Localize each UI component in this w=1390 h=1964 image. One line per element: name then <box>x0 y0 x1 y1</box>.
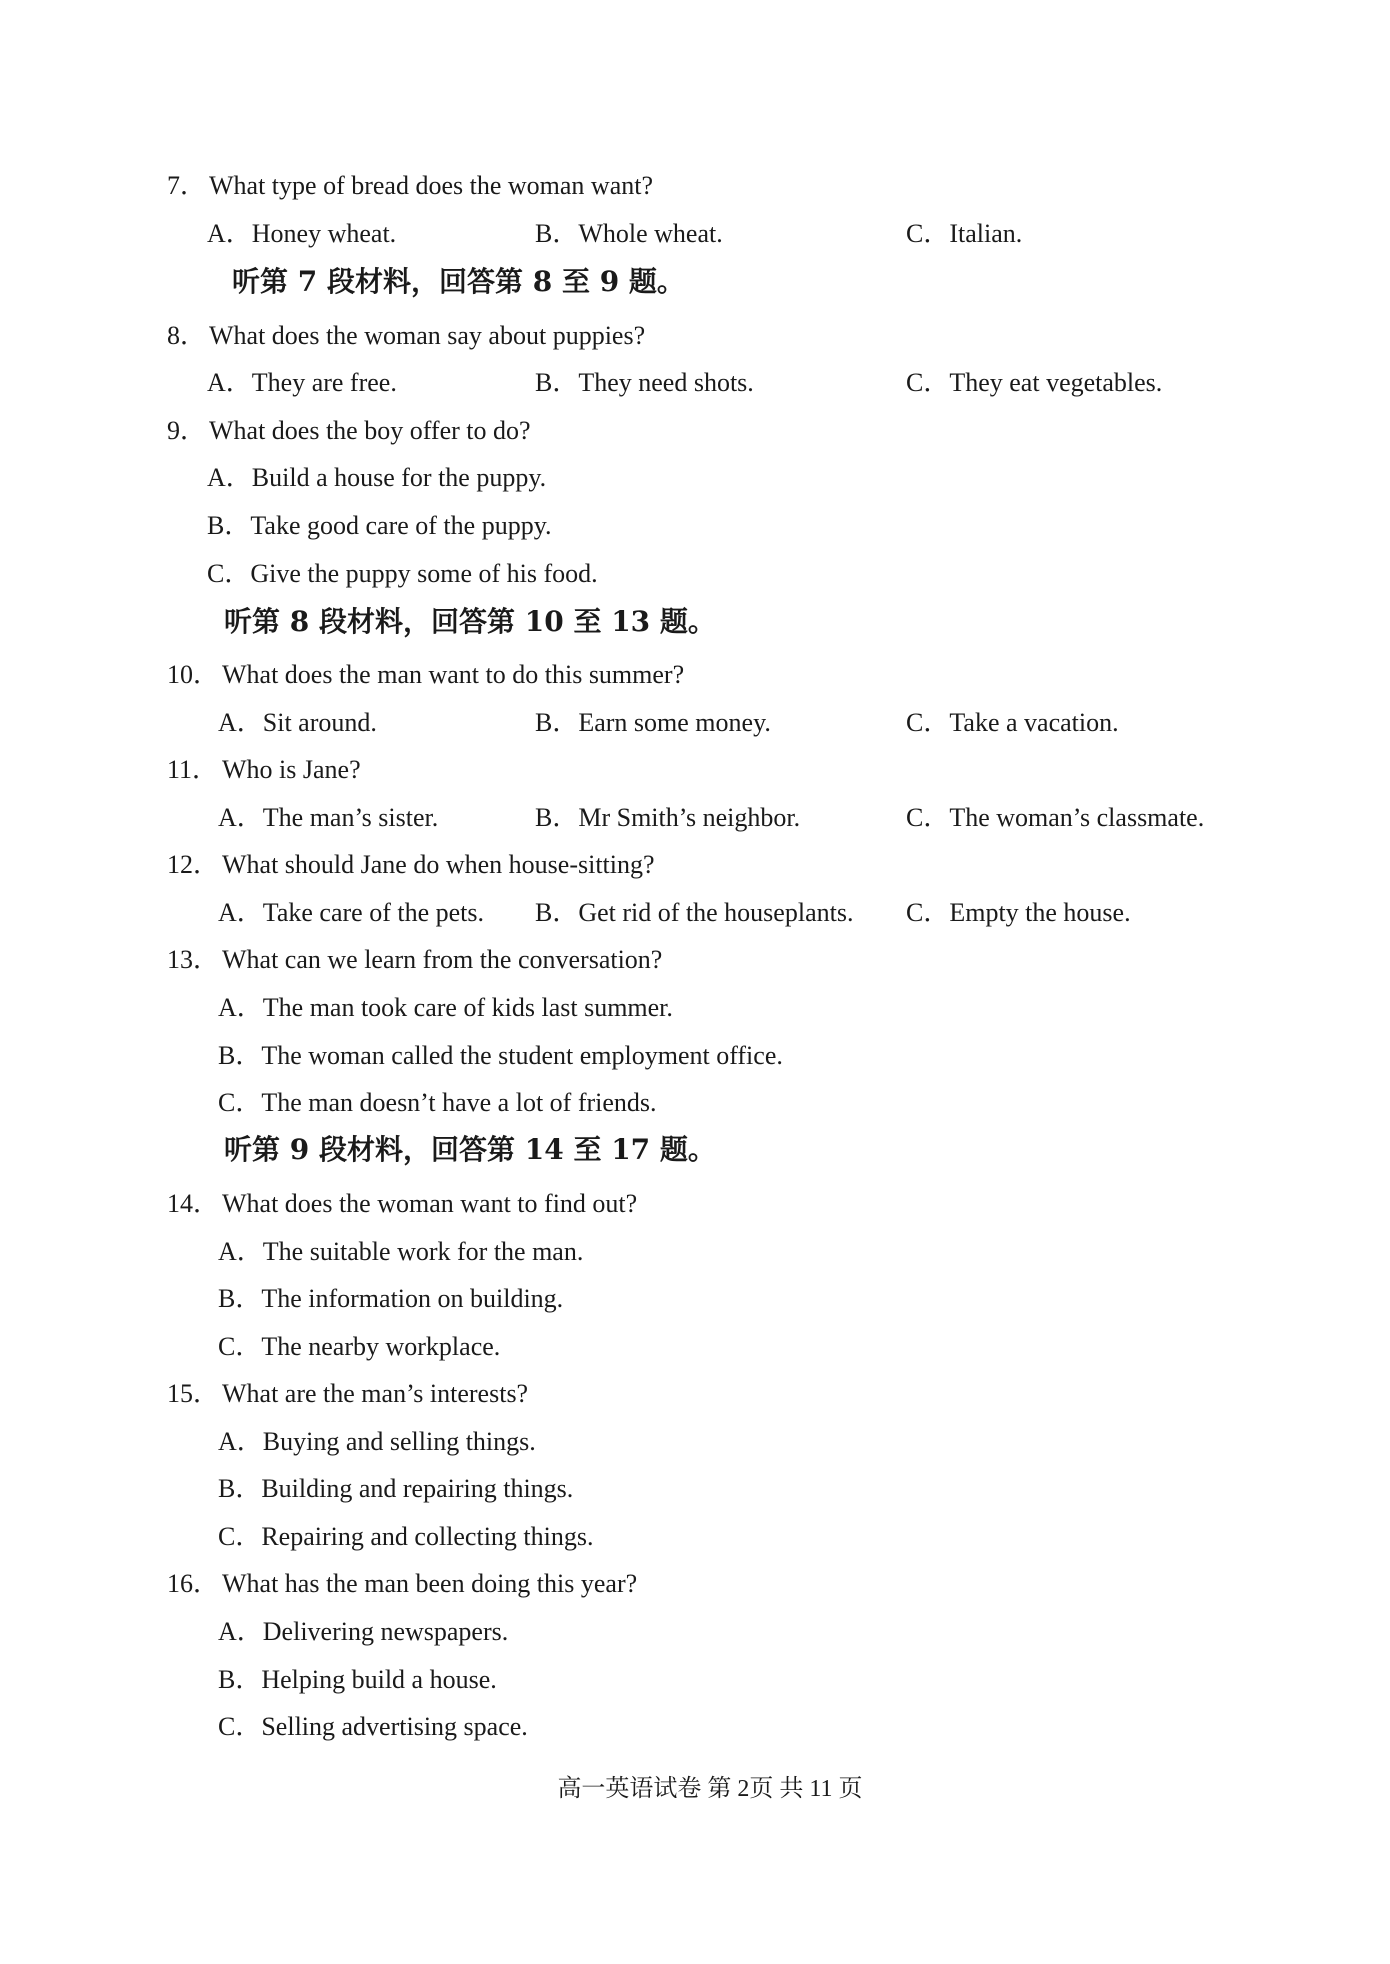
question-9-option-a <box>0 458 1390 498</box>
option-c: C．The woman’s classmate. <box>906 803 1205 832</box>
option-b: B．Earn some money. <box>535 708 771 737</box>
question-number: 10． <box>167 660 220 689</box>
question-text: What does the boy offer to do? <box>209 416 531 445</box>
question-number: 8． <box>167 321 207 350</box>
option-a: A．The man’s sister. <box>218 803 439 832</box>
question-text: What type of bread does the woman want? <box>209 171 654 200</box>
question-number: 16． <box>167 1569 220 1598</box>
question-16-option-c <box>0 1707 1390 1747</box>
question-14 <box>0 1184 1390 1224</box>
question-15-option-a <box>0 1422 1390 1462</box>
question-12 <box>0 845 1390 885</box>
question-text: What does the woman say about puppies? <box>209 321 646 350</box>
question-7-options <box>0 214 1390 254</box>
option-c: C．Take a vacation. <box>906 708 1119 737</box>
question-number: 14． <box>167 1189 220 1218</box>
question-13-option-c <box>0 1083 1390 1123</box>
option-b: B．Mr Smith’s neighbor. <box>535 803 801 832</box>
question-8 <box>0 316 1390 356</box>
option-c: C．The nearby workplace. <box>218 1332 501 1361</box>
option-a: A．The suitable work for the man. <box>218 1237 584 1266</box>
option-b: B．Building and repairing things. <box>218 1474 574 1503</box>
question-7 <box>0 166 1390 206</box>
question-15-option-b <box>0 1469 1390 1509</box>
option-c: C．The man doesn’t have a lot of friends. <box>218 1088 657 1117</box>
question-9 <box>0 411 1390 451</box>
question-number: 12． <box>167 850 220 879</box>
option-b: B．Helping build a house. <box>218 1665 497 1694</box>
option-c: C．Selling advertising space. <box>218 1712 528 1741</box>
option-a: A．Take care of the pets. <box>218 898 485 927</box>
section-heading-7 <box>0 262 1390 302</box>
question-text: What does the man want to do this summer? <box>222 660 685 689</box>
question-text: What does the woman want to find out? <box>222 1189 638 1218</box>
option-a: A．Delivering newspapers. <box>218 1617 509 1646</box>
question-text: What can we learn from the conversation? <box>222 945 663 974</box>
question-number: 7． <box>167 171 207 200</box>
question-text: What should Jane do when house-sitting? <box>222 850 655 879</box>
question-number: 15． <box>167 1379 220 1408</box>
question-number: 13． <box>167 945 220 974</box>
option-b: B．The information on building. <box>218 1284 564 1313</box>
option-b: B．Get rid of the houseplants. <box>535 898 854 927</box>
option-c: C．Italian. <box>906 219 1023 248</box>
section-heading-8 <box>0 602 1390 642</box>
question-14-option-a <box>0 1232 1390 1272</box>
option-a: A．Buying and selling things. <box>218 1427 536 1456</box>
option-a: A．The man took care of kids last summer. <box>218 993 673 1022</box>
option-a: A．Sit around. <box>218 708 377 737</box>
page-footer: 高一英语试卷 第 2页 共 11 页 <box>557 1776 863 1802</box>
section-heading-text: 听第 9 段材料，回答第 14 至 17 题。 <box>224 1133 716 1166</box>
question-text: What are the man’s interests? <box>222 1379 529 1408</box>
option-b: B．Whole wheat. <box>535 219 723 248</box>
option-c: C．They eat vegetables. <box>906 368 1163 397</box>
option-a: A．They are free. <box>207 368 397 397</box>
option-c: C．Give the puppy some of his food. <box>207 559 598 588</box>
option-c: C．Repairing and collecting things. <box>218 1522 594 1551</box>
question-13 <box>0 940 1390 980</box>
question-16 <box>0 1564 1390 1604</box>
question-11-options <box>0 798 1390 838</box>
question-number: 11． <box>167 755 219 784</box>
option-c: C．Empty the house. <box>906 898 1131 927</box>
question-14-option-b <box>0 1279 1390 1319</box>
question-number: 9． <box>167 416 207 445</box>
section-heading-text: 听第 7 段材料，回答第 8 至 9 题。 <box>232 265 685 298</box>
question-15 <box>0 1374 1390 1414</box>
section-heading-text: 听第 8 段材料，回答第 10 至 13 题。 <box>224 605 716 638</box>
option-b: B．They need shots. <box>535 368 754 397</box>
question-13-option-a <box>0 988 1390 1028</box>
option-a: A．Build a house for the puppy. <box>207 463 547 492</box>
option-a: A．Honey wheat. <box>207 219 397 248</box>
question-9-option-b <box>0 506 1390 546</box>
question-13-option-b <box>0 1036 1390 1076</box>
question-text: What has the man been doing this year? <box>222 1569 638 1598</box>
question-8-options <box>0 363 1390 403</box>
option-b: B．Take good care of the puppy. <box>207 511 552 540</box>
question-11 <box>0 750 1390 790</box>
question-9-option-c <box>0 554 1390 594</box>
question-10-options <box>0 703 1390 743</box>
question-15-option-c <box>0 1517 1390 1557</box>
question-12-options <box>0 893 1390 933</box>
question-16-option-b <box>0 1660 1390 1700</box>
question-14-option-c <box>0 1327 1390 1367</box>
section-heading-9 <box>0 1130 1390 1170</box>
question-10 <box>0 655 1390 695</box>
question-text: Who is Jane? <box>222 755 361 784</box>
option-b: B．The woman called the student employment office. <box>218 1041 783 1070</box>
question-16-option-a <box>0 1612 1390 1652</box>
